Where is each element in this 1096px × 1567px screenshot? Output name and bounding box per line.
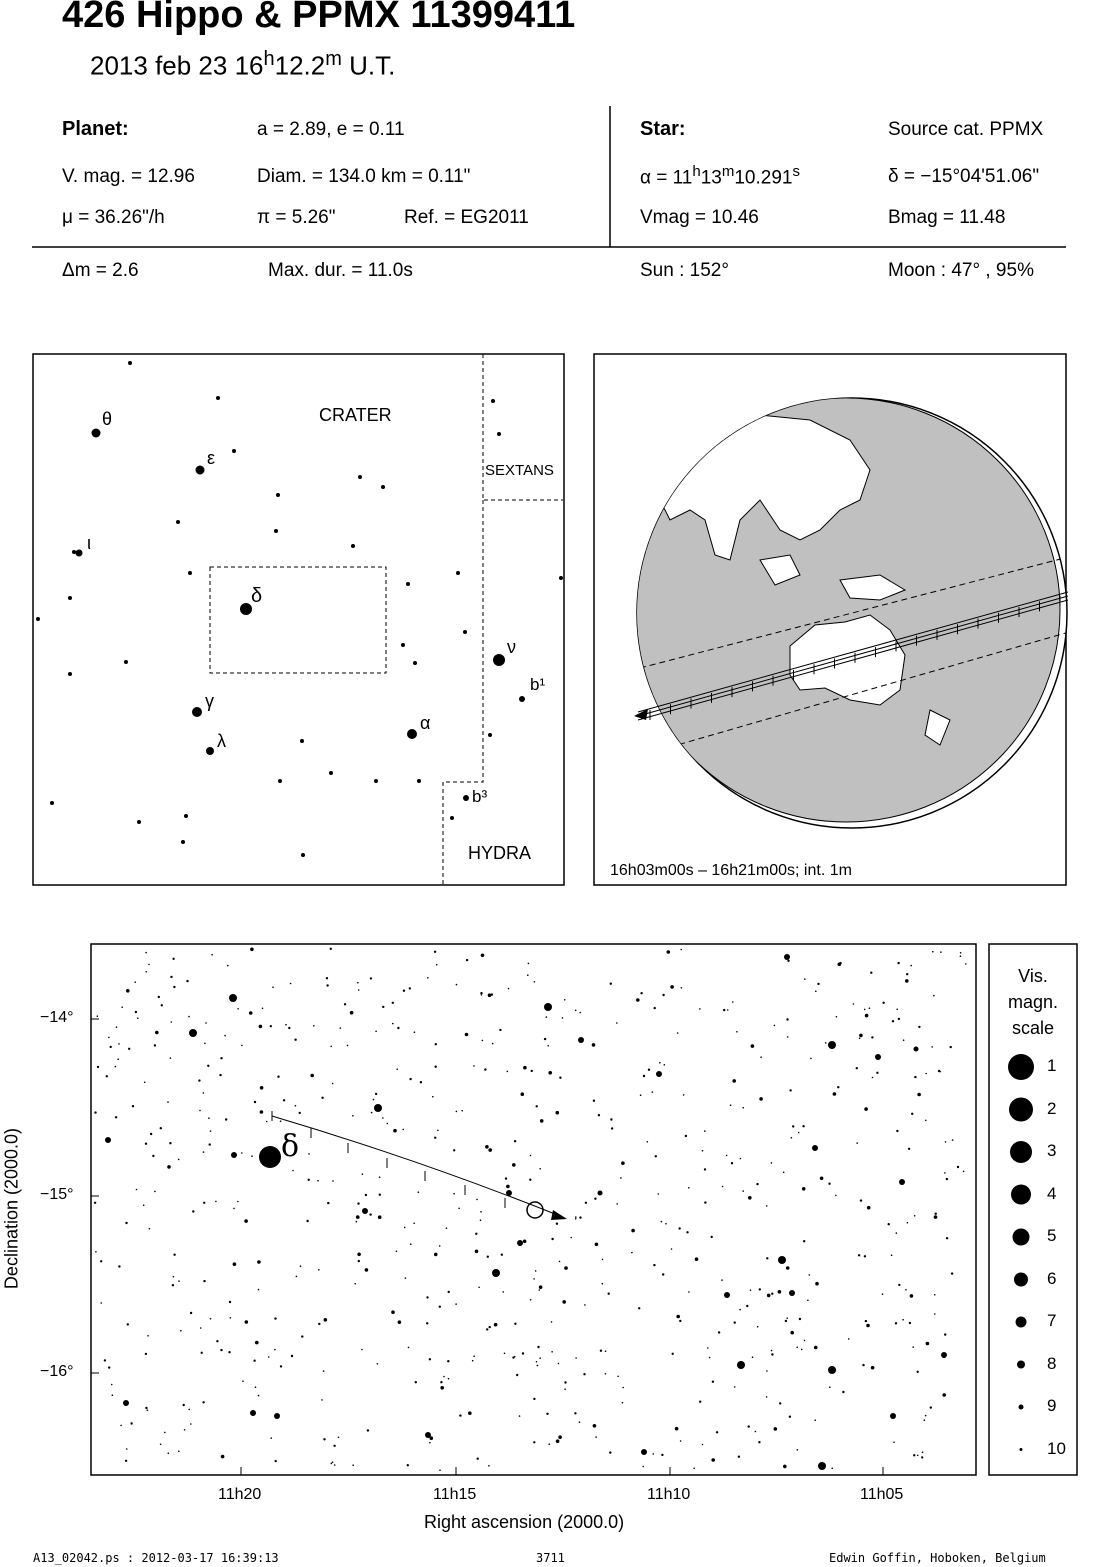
label-lambda: λ [217,731,226,751]
star-source: Source cat. PPMX [888,119,1044,140]
footer-file: A13_02042.ps : 2012-03-17 16:39:13 [33,1551,279,1565]
xtick-1105: 11h05 [860,1486,904,1503]
constellation-crater: CRATER [319,405,392,425]
label-b1: b¹ [530,675,546,694]
star-vmag: Vmag = 10.46 [640,207,759,228]
scale-title-1: Vis. [1018,966,1048,986]
footer-number: 3711 [536,1551,565,1565]
scale-dot-mag-4 [1011,1185,1031,1205]
scale-dot-mag-6 [1014,1273,1028,1287]
constellation-hydra: HYDRA [468,843,532,863]
scale-label-mag-3: 3 [1047,1141,1057,1160]
date-text: 2013 feb 23 16 [90,50,264,81]
planet-heading: Planet: [62,118,129,140]
planet-vmag: V. mag. = 12.96 [62,166,195,187]
scale-dot-mag-5 [1013,1229,1030,1246]
scale-title-3: scale [1011,1018,1055,1038]
delta-mag: Δm = 2.6 [62,260,139,281]
moon-info: Moon : 47° , 95% [888,260,1034,281]
xtick-1120: 11h20 [218,1486,262,1503]
ytick-14: −14° [40,1009,74,1026]
globe-caption: 16h03m00s – 16h21m00s; int. 1m [610,862,852,879]
star-heading: Star: [640,118,686,140]
planet-diam: Diam. = 134.0 km = 0.11" [257,166,471,187]
scale-label-mag-7: 7 [1047,1311,1057,1330]
page-title: 426 Hippo & PPMX 11399411 [62,0,576,36]
chart-delta-label: δ [281,1129,300,1164]
star-ra: $\alpha = 11^h13^m10.291^s$ [640,163,800,189]
label-delta: δ [251,585,263,607]
y-axis-label: Declination (2000.0) [1,1127,22,1290]
scale-label-mag-6: 6 [1047,1268,1057,1288]
xtick-1115: 11h15 [433,1486,477,1503]
hour-unit: h [263,48,275,70]
max-duration: Max. dur. = 11.0s [268,260,413,281]
label-epsilon: ε [207,448,216,468]
scale-dot-mag-8 [1017,1361,1025,1369]
constellation-sextans: SEXTANS [485,462,554,479]
label-theta: θ [102,409,113,429]
scale-label-mag-4: 4 [1047,1183,1057,1203]
scale-label-mag-8: 8 [1047,1353,1057,1373]
scale-dot-mag-7 [1016,1317,1027,1328]
scale-label-mag-9: 9 [1047,1396,1057,1415]
label-iota: ι [87,533,91,553]
label-alpha: α [420,713,431,733]
scale-dot-mag-3 [1010,1141,1032,1163]
scale-label-mag-5: 5 [1047,1226,1057,1245]
label-gamma: γ [205,691,214,711]
star-dec: δ = −15°04'51.06" [888,166,1040,187]
ytick-16: −16° [40,1363,74,1380]
minute-value: 12.2 [274,50,326,81]
planet-mu: μ = 36.26"/h [62,207,165,228]
planet-ref: Ref. = EG2011 [404,207,529,228]
scale-dot-mag-2 [1009,1098,1033,1122]
scale-title-2: magn. [1007,992,1059,1012]
scale-dot-mag-10 [1020,1448,1023,1451]
scale-dot-mag-9 [1019,1405,1024,1410]
star-bmag: Bmag = 11.48 [888,207,1006,228]
planet-parallax: π = 5.26" [257,207,336,228]
label-b3: b³ [472,787,488,806]
minute-unit: m [325,48,342,70]
ytick-15: −15° [40,1186,74,1203]
ut-label: U.T. [341,50,396,81]
scale-dot-mag-1 [1008,1054,1034,1080]
xtick-1110: 11h10 [647,1486,691,1503]
scale-label-mag-10: 10 [1047,1438,1066,1458]
footer-author: Edwin Goffin, Hoboken, Belgium [829,1551,1046,1565]
label-nu: ν [507,637,516,657]
sun-elongation: Sun : 152° [640,260,729,281]
planet-orbit: a = 2.89, e = 0.11 [257,119,405,140]
x-axis-label: Right ascension (2000.0) [424,1512,625,1532]
scale-label-mag-1: 1 [1047,1056,1057,1075]
scale-label-mag-2: 2 [1047,1098,1057,1118]
